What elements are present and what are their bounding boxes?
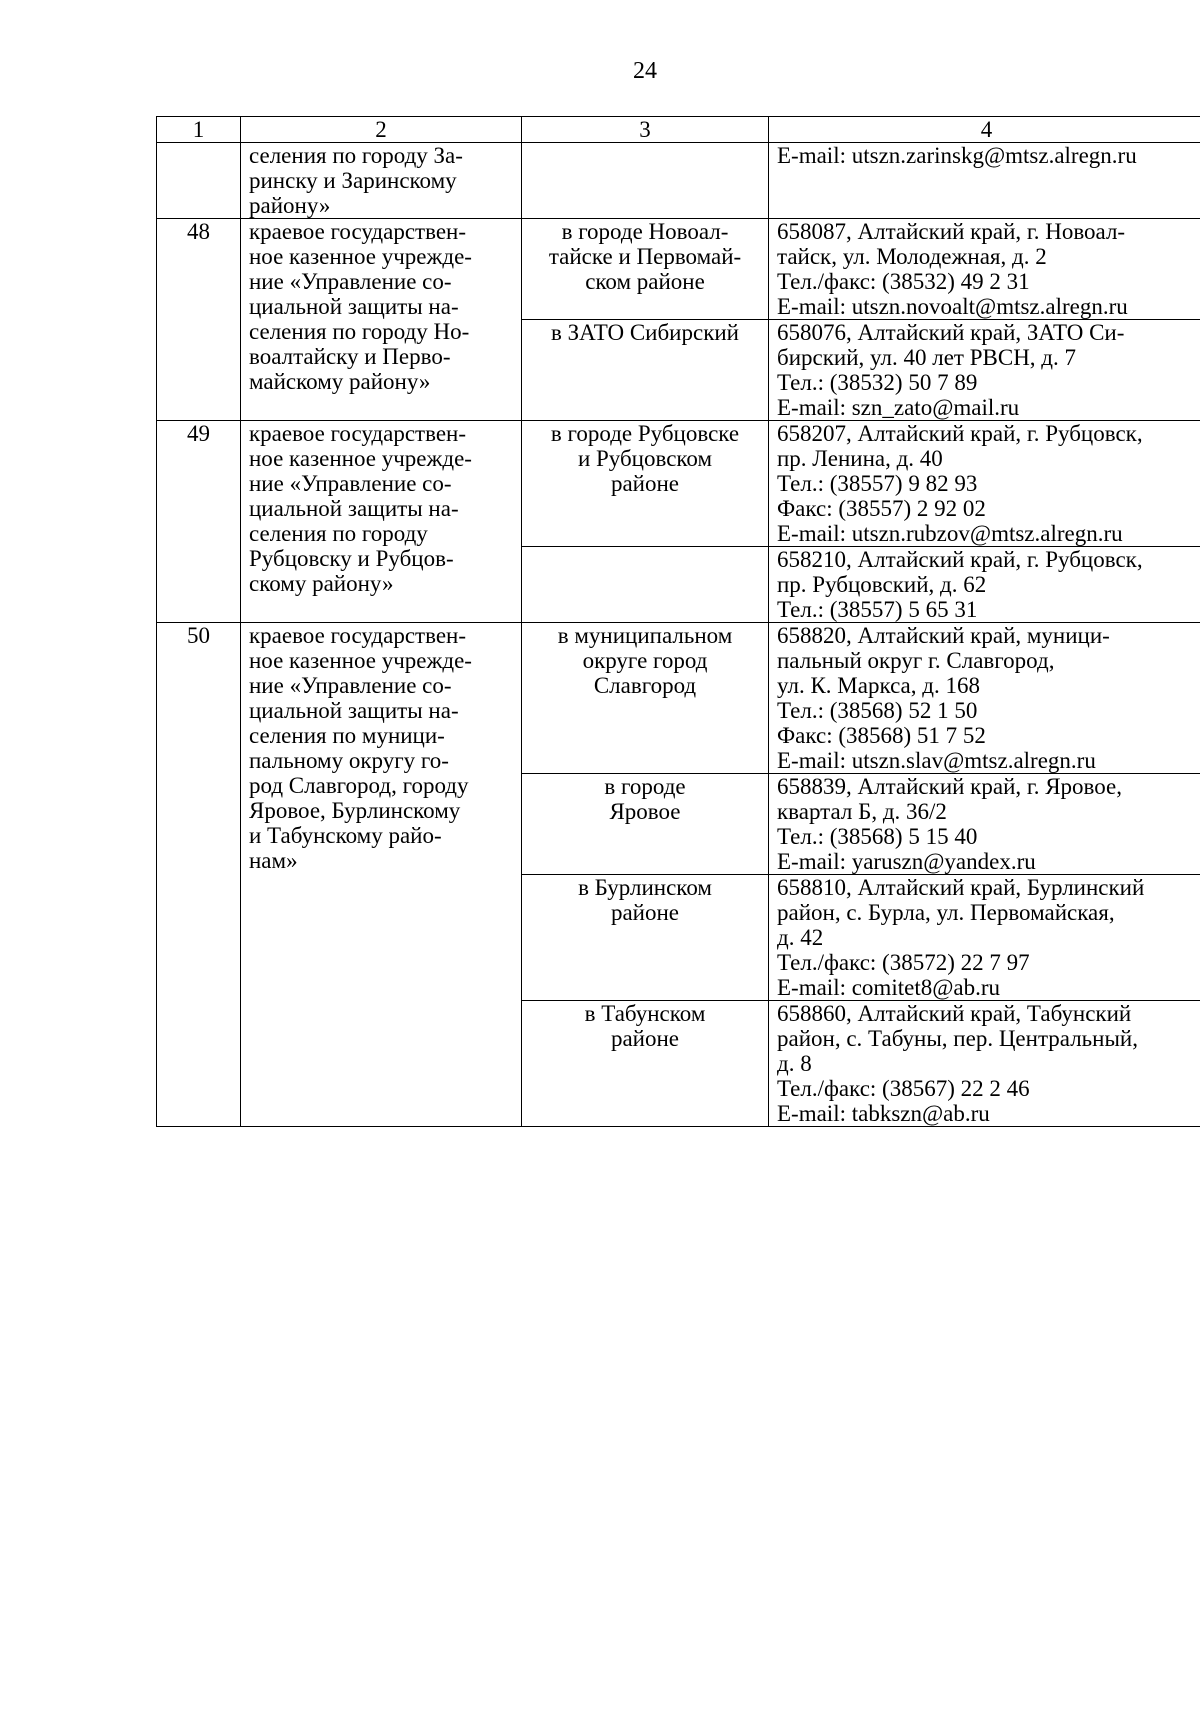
branch-location: в городе Новоал- тайске и Первомай- ском районе — [522, 219, 769, 320]
contact-line: д. 8 — [777, 1051, 812, 1076]
contact-line: пр. Ленина, д. 40 — [777, 446, 943, 471]
table-body — [157, 117, 1200, 1127]
contact-line: 658076, Алтайский край, ЗАТО Си- — [777, 320, 1125, 345]
contact-line: 658210, Алтайский край, г. Рубцовск, — [777, 547, 1143, 572]
branch-location: в муниципальном округе город Славгород — [522, 623, 769, 774]
branch-location: в Табунском районе — [522, 1001, 769, 1127]
contact-line: E-mail: utszn.novoalt@mtsz.alregn.ru — [777, 294, 1128, 319]
table-row — [157, 219, 1200, 320]
branch-location — [522, 547, 769, 623]
row-number — [157, 143, 241, 219]
contact-line: Тел./факс: (38532) 49 2 31 — [777, 269, 1030, 294]
branch-location: в Бурлинском районе — [522, 875, 769, 1001]
branch-contacts — [769, 219, 1200, 320]
contact-line: Тел./факс: (38572) 22 7 97 — [777, 950, 1030, 975]
institution-name: краевое государствен- ное казенное учрежде- ние «Управление со- циальной защиты на- селения по муници- пальному округу го- род Славгород, городу Яровое, Бурлинскому и Табунскому райо- нам» — [241, 623, 522, 1127]
column-header: 2 — [241, 117, 522, 143]
contact-line: E-mail: tabkszn@ab.ru — [777, 1101, 990, 1126]
institution-name: краевое государствен- ное казенное учрежде- ние «Управление со- циальной защиты на- селения по городу Но- воалтайску и Перво- майскому району» — [241, 219, 522, 421]
contact-line: E-mail: utszn.rubzov@mtsz.alregn.ru — [777, 521, 1123, 546]
contact-line: E-mail: yaruszn@yandex.ru — [777, 849, 1036, 874]
column-header-row — [157, 117, 1200, 143]
contact-line: пр. Рубцовский, д. 62 — [777, 572, 987, 597]
contact-line: 658860, Алтайский край, Табунский — [777, 1001, 1132, 1026]
table-row — [157, 143, 1200, 219]
contact-line: д. 42 — [777, 925, 824, 950]
contact-line: Тел.: (38568) 52 1 50 — [777, 698, 978, 723]
column-header: 4 — [769, 117, 1200, 143]
row-number: 48 — [157, 219, 241, 421]
table-row — [157, 623, 1200, 774]
contact-line: 658820, Алтайский край, муници- — [777, 623, 1110, 648]
contact-line: E-mail: utszn.zarinskg@mtsz.alregn.ru — [777, 143, 1137, 168]
contact-line: Факс: (38568) 51 7 52 — [777, 723, 986, 748]
branch-contacts — [769, 1001, 1200, 1127]
contact-line: Тел.: (38557) 5 65 31 — [777, 597, 978, 622]
contact-line: бирский, ул. 40 лет РВСН, д. 7 — [777, 345, 1076, 370]
institution-name: краевое государствен- ное казенное учрежде- ние «Управление со- циальной защиты на- селения по городу Рубцовску и Рубцов- скому району» — [241, 421, 522, 623]
contact-line: квартал Б, д. 36/2 — [777, 799, 947, 824]
institution-name: селения по городу За- ринску и Заринскому району» — [241, 143, 522, 219]
contact-line: район, с. Бурла, ул. Первомайская, — [777, 900, 1115, 925]
institutions-table — [156, 116, 1200, 1127]
row-number: 49 — [157, 421, 241, 623]
contact-line: пальный округ г. Славгород, — [777, 648, 1055, 673]
contact-line: Тел.: (38568) 5 15 40 — [777, 824, 978, 849]
branch-contacts — [769, 623, 1200, 774]
contact-line: E-mail: szn_zato@mail.ru — [777, 395, 1020, 420]
contact-line: Тел.: (38532) 50 7 89 — [777, 370, 978, 395]
branch-location: в ЗАТО Сибирский — [522, 320, 769, 421]
branch-location: в городе Яровое — [522, 774, 769, 875]
contact-line: 658810, Алтайский край, Бурлинский — [777, 875, 1145, 900]
contact-line: район, с. Табуны, пер. Центральный, — [777, 1026, 1138, 1051]
contact-line: 658207, Алтайский край, г. Рубцовск, — [777, 421, 1143, 446]
column-header: 1 — [157, 117, 241, 143]
contact-line: 658839, Алтайский край, г. Яровое, — [777, 774, 1122, 799]
branch-contacts — [769, 547, 1200, 623]
branch-contacts — [769, 320, 1200, 421]
branch-contacts — [769, 875, 1200, 1001]
branch-contacts — [769, 143, 1200, 219]
contact-line: Тел.: (38557) 9 82 93 — [777, 471, 978, 496]
table-row — [157, 421, 1200, 547]
branch-contacts — [769, 421, 1200, 547]
branch-location — [522, 143, 769, 219]
contact-line: ул. К. Маркса, д. 168 — [777, 673, 980, 698]
row-number: 50 — [157, 623, 241, 1127]
contact-line: E-mail: utszn.slav@mtsz.alregn.ru — [777, 748, 1096, 773]
page-number: 24 — [633, 58, 657, 84]
contact-line: тайск, ул. Молодежная, д. 2 — [777, 244, 1047, 269]
contact-line: Тел./факс: (38567) 22 2 46 — [777, 1076, 1030, 1101]
contact-line: 658087, Алтайский край, г. Новоал- — [777, 219, 1126, 244]
branch-location: в городе Рубцовске и Рубцовском районе — [522, 421, 769, 547]
branch-contacts — [769, 774, 1200, 875]
column-header: 3 — [522, 117, 769, 143]
contact-line: E-mail: comitet8@ab.ru — [777, 975, 1001, 1000]
contact-line: Факс: (38557) 2 92 02 — [777, 496, 986, 521]
